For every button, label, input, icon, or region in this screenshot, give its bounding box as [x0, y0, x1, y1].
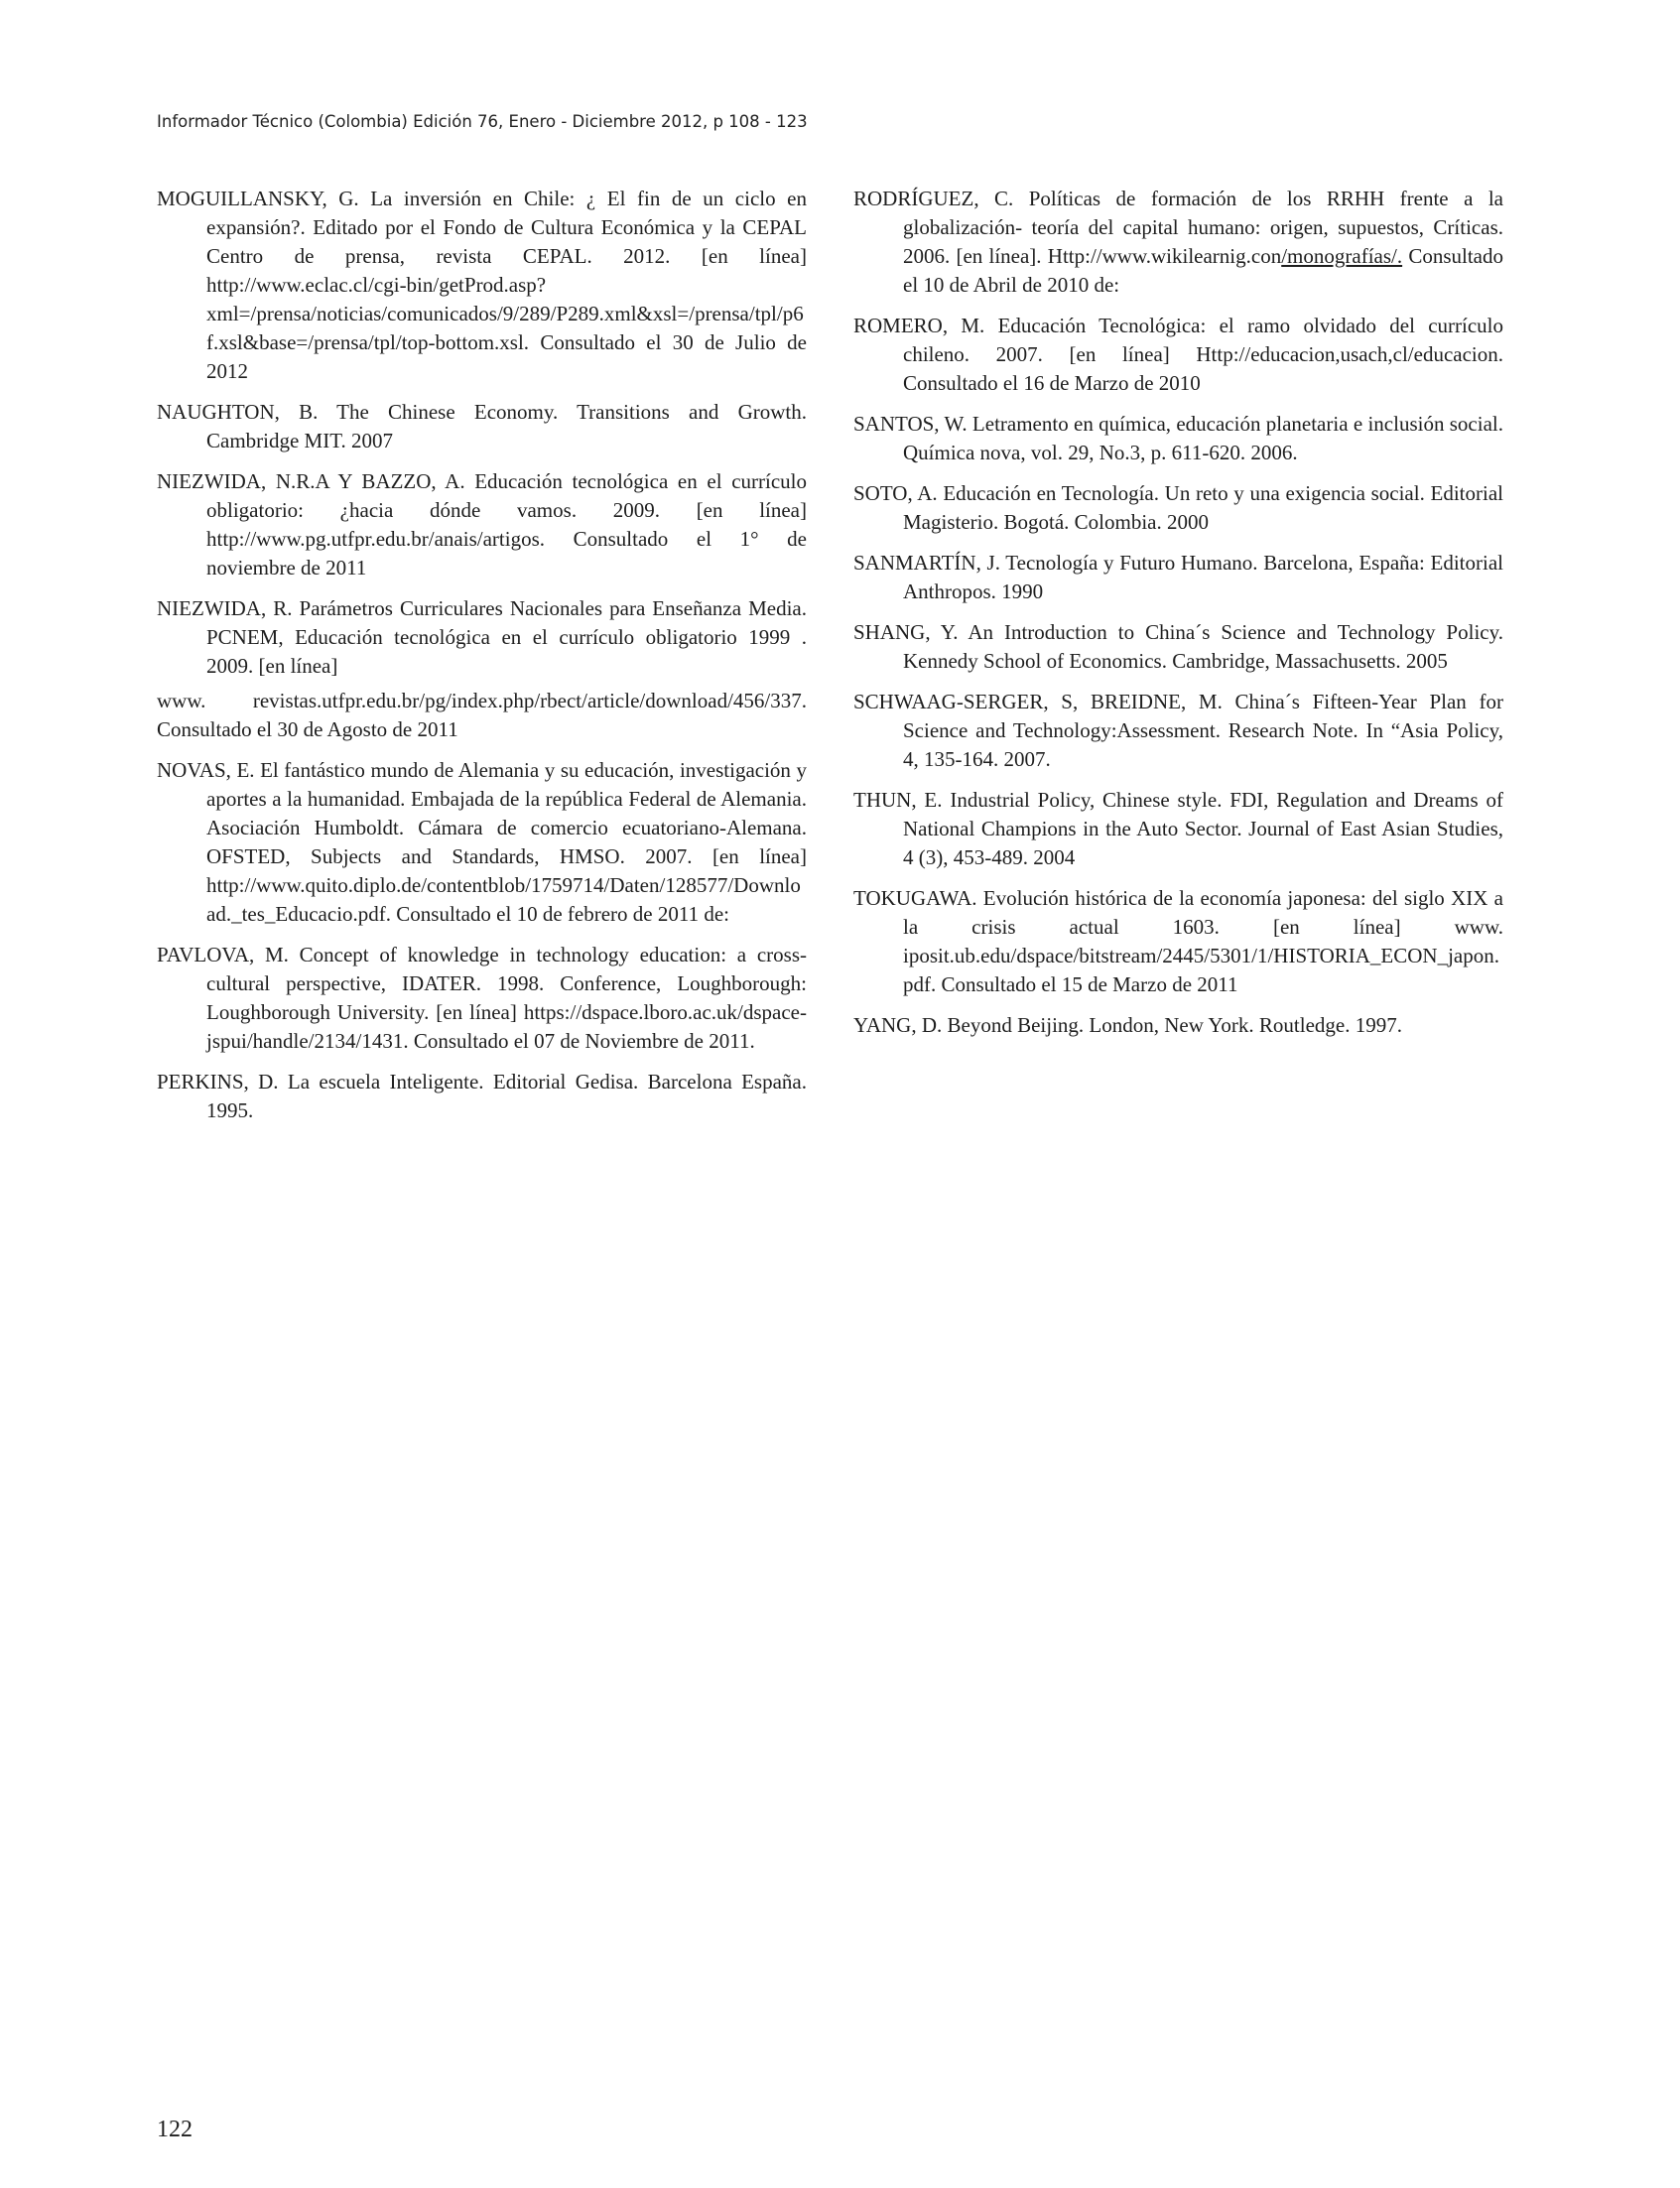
- reference-perkins: PERKINS, D. La escuela Inteligente. Editorial Gedisa. Barcelona España. 1995.: [157, 1070, 807, 1122]
- reference-yang: YANG, D. Beyond Beijing. London, New York. Routledge. 1997.: [853, 1013, 1402, 1037]
- reference-romero: ROMERO, M. Educación Tecnológica: el ramo olvidado del currículo chileno. 2007. [en línea] Http://educacion,usach,cl/educacion. Consultado el 16 de Marzo de 2010: [853, 314, 1503, 395]
- reference-shang: SHANG, Y. An Introduction to China´s Science and Technology Policy. Kennedy School of Economics. Cambridge, Massachusetts. 2005: [853, 620, 1503, 673]
- page-number: 122: [157, 2117, 193, 2142]
- reference-rodriguez-consulted: Consultado el 10 de Abril de 2010 de:: [903, 244, 1503, 297]
- reference-soto: SOTO, A. Educación en Tecnología. Un reto y una exigencia social. Editorial Magisterio. Bogotá. Colombia. 2000: [853, 481, 1503, 534]
- reference-thun: THUN, E. Industrial Policy, Chinese style. FDI, Regulation and Dreams of National Champions in the Auto Sector. Journal of East Asian Studies, 4 (3), 453-489. 2004: [853, 788, 1503, 869]
- reference-rodriguez: [853, 185, 1503, 300]
- reference-naughton: NAUGHTON, B. The Chinese Economy. Transitions and Growth. Cambridge MIT. 2007: [157, 400, 807, 452]
- references-right-column: [853, 185, 1503, 1052]
- reference-niezwida-r: NIEZWIDA, R. Parámetros Curriculares Nacionales para Enseñanza Media. PCNEM, Educación tecnológica en el currículo obligatorio 1999 . 2009. [en línea]: [157, 596, 807, 678]
- reference-pavlova: PAVLOVA, M. Concept of knowledge in technology education: a cross-cultural perspective, IDATER. 1998. Conference, Loughborough: Loughborough University. [en línea] https://dspace.lboro.ac.uk/dspace-jspui/handle/2134/1431. Consultado el 07 de Noviembre de 2011.: [157, 943, 807, 1053]
- reference-schwaag-serger: SCHWAAG-SERGER, S, BREIDNE, M. China´s Fifteen-Year Plan for Science and Technology:Assessment. Research Note. In “Asia Policy, 4, 135-164. 2007.: [853, 690, 1503, 771]
- reference-tokugawa: TOKUGAWA. Evolución histórica de la economía japonesa: del siglo XIX a la crisis actual 1603. [en línea] www. iposit.ub.edu/dspace/bitstream/2445/5301/1/HISTORIA_ECON_japon.pdf. Consultado el 15 de Marzo de 2011: [853, 886, 1503, 996]
- reference-rodriguez-link[interactable]: /monografías/.: [1281, 244, 1403, 268]
- reference-niezwida-r-url: www. revistas.utfpr.edu.br/pg/index.php/rbect/article/download/456/337. Consultado el 30 de Agosto de 2011: [157, 689, 807, 741]
- reference-rodriguez-text: RODRÍGUEZ, C. Políticas de formación de los RRHH frente a la globalización- teoría del capital humano: origen, supuestos, Críticas. 2006. [en línea]. Http://www.wikilearnig.con: [853, 187, 1503, 268]
- reference-sanmartin: SANMARTÍN, J. Tecnología y Futuro Humano. Barcelona, España: Editorial Anthropos. 1990: [853, 551, 1503, 603]
- references-left-column: [157, 185, 807, 1137]
- reference-novas: NOVAS, E. El fantástico mundo de Alemania y su educación, investigación y aportes a la humanidad. Embajada de la república Federal de Alemania. Asociación Humboldt. Cámara de comercio ecuatoriano-Alemana. OFSTED, Subjects and Standards, HMSO. 2007. [en línea] http://www.quito.diplo.de/contentblob/1759714/Daten/128577/Download._tes_Educacio.pdf. Consultado el 10 de febrero de 2011 de:: [157, 758, 807, 926]
- reference-moguillansky: MOGUILLANSKY, G. La inversión en Chile: ¿ El fin de un ciclo en expansión?. Editado por el Fondo de Cultura Económica y la CEPAL Centro de prensa, revista CEPAL. 2012. [en línea] http://www.eclac.cl/cgi-bin/getProd.asp?xml=/prensa/noticias/comunicados/9/289/P289.xml&xsl=/prensa/tpl/p6f.xsl&base=/prensa/tpl/top-bottom.xsl. Consultado el 30 de Julio de 2012: [157, 187, 807, 383]
- reference-niezwida-bazzo: NIEZWIDA, N.R.A Y BAZZO, A. Educación tecnológica en el currículo obligatorio: ¿hacia dónde vamos. 2009. [en línea] http://www.pg.utfpr.edu.br/anais/artigos. Consultado el 1° de noviembre de 2011: [157, 469, 807, 579]
- reference-santos: SANTOS, W. Letramento en química, educación planetaria e inclusión social. Química nova, vol. 29, No.3, p. 611-620. 2006.: [853, 412, 1503, 464]
- running-header: Informador Técnico (Colombia) Edición 76, Enero - Diciembre 2012, p 108 - 123: [157, 112, 808, 131]
